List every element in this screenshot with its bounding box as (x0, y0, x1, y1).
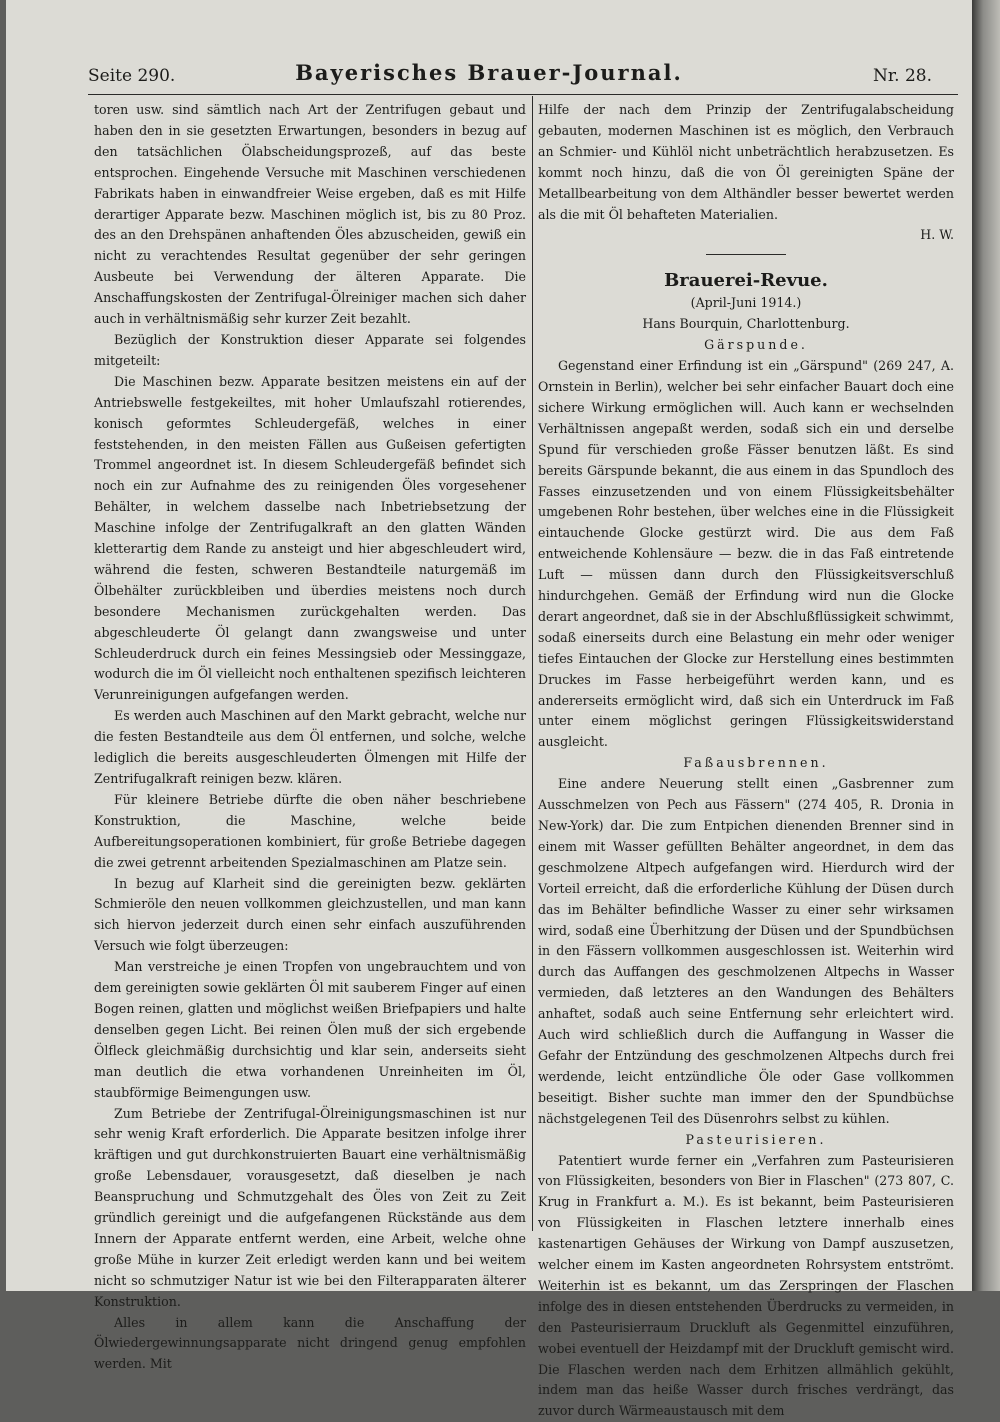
paragraph: Es werden auch Maschinen auf den Markt gebracht, welche nur die festen Bestandteile aus dem Öl entfernen, und solche, welche lediglich die bereits ausgeschleuderten Ölmengen mit Hilfe der Zentrifugalkraft reinigen bezw. klären. (94, 706, 526, 790)
paragraph: Für kleinere Betriebe dürfte die oben näher beschriebene Konstruktion, die Maschine, welche beide Aufbereitungsoperationen kombiniert, für große Betriebe dagegen die zwei getrennt arbeitenden Spezialmaschinen am Platze sein. (94, 790, 526, 874)
subsection-title: Gärspunde. (538, 335, 954, 356)
page-header (6, 58, 972, 90)
paragraph: Eine andere Neuerung stellt einen „Gasbrenner zum Ausschmelzen von Pech aus Fässern" (274 405, R. Dronia in New-York) dar. Die zum Entpichen dienenden Brenner sind in einem mit Wasser gefüllten Behälter angeordnet, in dem das geschmolzene Altpech aufgefangen wird. Hierdurch wird der Vorteil erreicht, daß die erforderliche Kühlung der Düsen durch das im Behälter befindliche Wasser zu einer sehr wirksamen wird, sodaß eine Überhitzung der Düsen und der Spundbüchsen in den Fässern vollkommen ausgeschlossen ist. Weiterhin wird durch das Auffangen des geschmolzenen Altpechs in Wasser vermieden, daß letzteres an den Wandungen des Behälters anhaftet, sodaß auch seine Entfernung sehr erleichtert wird. Auch wird schließlich durch die Auffangung in Wasser die Gefahr der Entzündung des geschmolzenen Altpechs durch frei werdende, leicht entzündliche Öle oder Gase vollkommen beseitigt. Bisher suchte man immer den der Spundbüchse nächstgelegenen Teil des Düsenrohrs selbst zu kühlen. (538, 774, 954, 1129)
subsection-title: Pasteurisieren. (538, 1130, 954, 1151)
column-divider (532, 96, 533, 1231)
paragraph: Alles in allem kann die Anschaffung der Ölwiedergewinnungsapparate nicht dringend genug empfohlen werden. Mit (94, 1313, 526, 1376)
paragraph: Gegenstand einer Erfindung ist ein „Gärspund" (269 247, A. Ornstein in Berlin), welcher bei sehr einfacher Bauart doch eine sichere Wirkung ermöglichen will. Auch kann er wechselnden Verhältnissen angepaßt werden, sodaß sich ein und derselbe Spund für verschieden große Fässer benutzen läßt. Es sind bereits Gärspunde bekannt, die aus einem in das Spundloch des Fasses einzusetzenden und von einem Flüssigkeitsbehälter umgebenen Rohr bestehen, über welches eine in die Flüssigkeit eintauchende Glocke gestürzt wird. Die aus dem Faß entweichende Kohlensäure — bezw. die in das Faß eintretende Luft — müssen dann durch den Flüssigkeitsverschluß hindurchgehen. Gemäß der Erfindung wird nun die Glocke derart angeordnet, daß sie in der Abschlußflüssigkeit schwimmt, sodaß einerseits durch eine Belastung ein mehr oder weniger tiefes Eintauchen der Glocke zur Herstellung eines bestimmten Druckes im Fasse herbeigeführt werden kann, und es andererseits ermöglicht wird, daß sich ein Unterdruck im Faß unter einem möglichst geringen Flüssigkeitswiderstand ausgleicht. (538, 356, 954, 753)
paragraph: Hilfe der nach dem Prinzip der Zentrifugalabscheidung gebauten, modernen Maschinen ist es möglich, den Verbrauch an Schmier- und Kühlöl nicht unbeträchtlich herabzusetzen. Es kommt noch hinzu, daß die von Öl gereinigten Späne der Metallbearbeitung von dem Althändler besser bewertet werden als die mit Öl behafteten Materialien. (538, 100, 954, 225)
paragraph: Man verstreiche je einen Tropfen von ungebrauchtem und von dem gereinigten sowie geklärten Öl mit sauberem Finger auf einen Bogen reinen, glatten und möglichst weißen Briefpapiers und halte denselben gegen Licht. Bei reinen Ölen muß der sich ergebende Ölfleck gleichmäßig durchsichtig und klar sein, anderseits sieht man deutlich die etwa vorhandenen Unreinheiten im Öl, staubförmige Beimengungen usw. (94, 957, 526, 1103)
newspaper-page (6, 0, 972, 1291)
section-author: Hans Bourquin, Charlottenburg. (538, 314, 954, 335)
paragraph: Patentiert wurde ferner ein „Verfahren zum Pasteurisieren von Flüssigkeiten, besonders von Bier in Flaschen" (273 807, C. Krug in Frankfurt a. M.). Es ist bekannt, beim Pasteurisieren von Flüssigkeiten in Flaschen letztere innerhalb eines kastenartigen Gehäuses der Wirkung von Dampf auszusetzen, welcher einem im Kasten angeordneten Rohrsystem entströmt. Weiterhin ist es bekannt, um das Zerspringen der Flaschen infolge des in diesen entstehenden Überdrucks zu vermeiden, in den Pasteurisierraum Druckluft als Gegenmittel einzuführen, wobei eventuell der Heizdampf mit der Druckluft gemischt wird. Die Flaschen werden nach dem Erhitzen allmählich gekühlt, indem man das heiße Wasser durch frisches verdrängt, das zuvor durch Wärmeaustausch mit dem (538, 1151, 954, 1422)
book-gutter (972, 0, 1000, 1291)
journal-title: Bayerisches Brauer-Journal. (6, 60, 972, 85)
left-column (94, 100, 526, 1375)
paragraph: toren usw. sind sämtlich nach Art der Zentrifugen gebaut und haben den in sie gesetzten Erwartungen, besonders in bezug auf den tatsächlichen Ölabscheidungsprozeß, auf das beste entsprochen. Eingehende Versuche mit Maschinen verschiedenen Fabrikats haben in einwandfreier Weise ergeben, daß es mit Hilfe derartiger Apparate bezw. Maschinen möglich ist, bis zu 80 Proz. des an den Drehspänen anhaftenden Öles abzuscheiden, gewiß ein nicht zu verachtendes Resultat gegenüber der sehr geringen Ausbeute bei Verwendung der älteren Apparate. Die Anschaffungskosten der Zentrifugal-Ölreiniger machen sich daher auch in verhältnismäßig sehr kurzer Zeit bezahlt. (94, 100, 526, 330)
section-title: Brauerei-Revue. (538, 269, 954, 293)
issue-number: Nr. 28. (873, 66, 932, 86)
paragraph: Zum Betriebe der Zentrifugal-Ölreinigungsmaschinen ist nur sehr wenig Kraft erforderlich. Die Apparate besitzen infolge ihrer kräftigen und gut durchkonstruierten Bauart eine verhältnismäßig große Lebensdauer, vorausgesetzt, daß dieselben je nach Beanspruchung und Schmutzgehalt des Öles von Zeit zu Zeit gründlich gereinigt und die aufgefangenen Rückstände aus dem Innern der Apparate entfernt werden, eine Arbeit, welche ohne große Mühe in kurzer Zeit erledigt werden kann und bei weitem nicht so schmutziger Natur ist wie bei den Filterapparaten älterer Konstruktion. (94, 1104, 526, 1313)
paragraph: Bezüglich der Konstruktion dieser Apparate sei folgendes mitgeteilt: (94, 330, 526, 372)
header-rule (88, 94, 958, 95)
section-separator (706, 254, 786, 255)
author-signature: H. W. (538, 225, 954, 246)
section-period: (April-Juni 1914.) (538, 293, 954, 314)
subsection-title: Faßausbrennen. (538, 753, 954, 774)
paragraph: In bezug auf Klarheit sind die gereinigten bezw. geklärten Schmieröle den neuen vollkommen gleichzustellen, und man kann sich hiervon jederzeit durch einen sehr einfach auszuführenden Versuch wie folgt überzeugen: (94, 874, 526, 958)
right-column (538, 100, 954, 1422)
paragraph: Die Maschinen bezw. Apparate besitzen meistens ein auf der Antriebswelle festgekeiltes, mit hoher Umlaufszahl rotierendes, konisch geformtes Schleudergefäß, welches in einer feststehenden, in den meisten Fällen aus Gußeisen gefertigten Trommel angeordnet ist. In diesem Schleudergefäß befindet sich noch ein zur Aufnahme des zu reinigenden Öles vorgesehener Behälter, in welchem dasselbe nach Inbetriebsetzung der Maschine infolge der Zentrifugalkraft an den glatten Wänden kletterartig dem Rande zu ansteigt und hier abgeschleudert wird, während die festen, schweren Bestandteile naturgemäß im Ölbehälter zurückbleiben und überdies meistens noch durch besondere Mechanismen zurückgehalten werden. Das abgeschleuderte Öl gelangt dann zwangsweise und unter Schleuderdruck durch ein feines Messingsieb oder Messinggaze, wodurch die im Öl vielleicht noch enthaltenen spezifisch leichteren Verunreinigungen aufgefangen werden. (94, 372, 526, 707)
page-number: Seite 290. (88, 66, 175, 86)
